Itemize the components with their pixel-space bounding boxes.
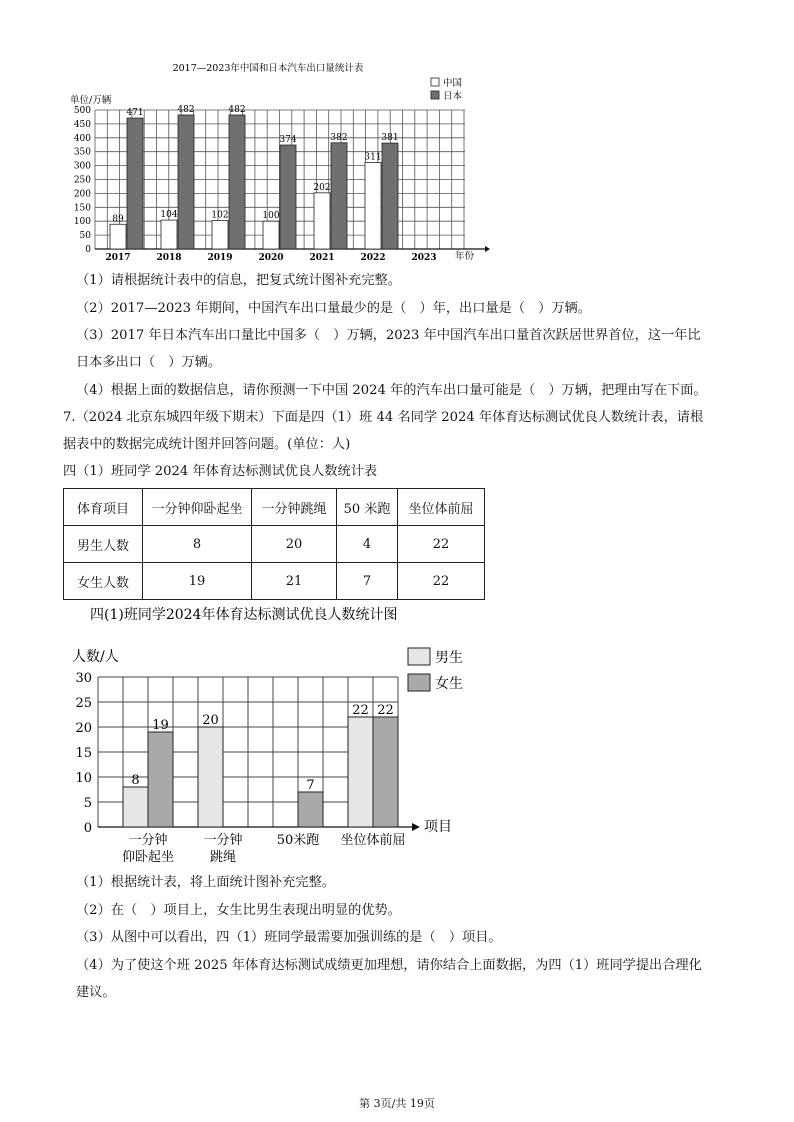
x-tick-label: 一分钟	[128, 833, 168, 848]
q6-line-3: （3）2017 年日本汽车出口量比中国多（ ）万辆，2023 年中国汽车出口量首次跃居世界首位，这一年比	[76, 328, 701, 343]
y-axis-title: 人数/人	[72, 649, 119, 665]
chart-legend	[431, 77, 463, 102]
table-cell: 19	[143, 563, 252, 600]
y-tick-label: 450	[73, 119, 91, 130]
table-row	[64, 526, 485, 563]
y-tick-label: 200	[73, 189, 91, 200]
bar-china	[314, 193, 330, 249]
table-cell: 22	[398, 563, 485, 600]
table-cell: 男生人数	[64, 526, 143, 563]
legend-swatch	[408, 674, 430, 691]
data-label: 482	[177, 105, 195, 116]
x-tick-label: 2022	[360, 253, 386, 263]
table-cell: 4	[337, 526, 398, 563]
x-axis-title: 年份	[455, 251, 475, 262]
y-tick-label: 350	[73, 147, 91, 158]
bar-japan	[331, 143, 347, 249]
data-label: 381	[381, 133, 399, 144]
data-label: 8	[131, 773, 140, 788]
x-tick-label: 一分钟	[203, 833, 243, 848]
fitness-results-chart	[0, 600, 794, 870]
y-tick-label: 400	[73, 133, 91, 144]
y-tick-label: 0	[83, 821, 92, 836]
data-label: 7	[306, 778, 315, 793]
data-label: 311	[364, 152, 382, 163]
data-label: 482	[228, 105, 246, 116]
x-tick-label: 2019	[207, 253, 233, 263]
y-tick-label: 150	[73, 203, 91, 214]
y-axis-title: 单位/万辆	[70, 95, 112, 106]
legend-label: 女生	[435, 676, 463, 692]
y-tick-label: 5	[83, 796, 92, 811]
y-tick-label: 10	[75, 771, 92, 786]
x-axis-title: 项目	[424, 819, 452, 835]
bar-boys	[348, 717, 373, 827]
x-tick-label: 坐位体前屈	[340, 833, 406, 848]
y-tick-label: 15	[75, 746, 92, 761]
chart-bars	[123, 703, 398, 827]
table-row	[64, 563, 485, 600]
legend-swatch	[431, 91, 439, 99]
bar-boys	[123, 787, 148, 827]
q7-line-3: （3）从图中可以看出，四（1）班同学最需要加强训练的是（ ）项目。	[76, 930, 502, 945]
fitness-data-table	[63, 488, 485, 600]
table-cell: 22	[398, 526, 485, 563]
data-label: 22	[377, 703, 394, 718]
bar-japan	[229, 115, 245, 249]
y-tick-label: 300	[73, 161, 91, 172]
table-header-cell: 50 米跑	[337, 489, 398, 526]
x-tick-label: 2017	[105, 253, 131, 263]
y-tick-label: 0	[85, 245, 91, 255]
legend-swatch	[408, 648, 430, 665]
table-header-cell: 坐位体前屈	[398, 489, 485, 526]
table-row	[64, 489, 485, 526]
q7-line-1: （1）根据统计表，将上面统计图补充完整。	[76, 875, 335, 890]
legend-label: 男生	[435, 650, 463, 666]
legend-label: 日本	[443, 91, 463, 102]
data-label: 19	[152, 718, 169, 733]
x-axis-arrow	[485, 246, 490, 252]
q6-line-4: 日本多出口（ ）万辆。	[76, 355, 222, 370]
y-tick-label: 20	[75, 721, 92, 736]
q7-line-4: （4）为了使这个班 2025 年体育达标测试成绩更加理想，请你结合上面数据，为四（1）班同学提出合理化	[76, 958, 702, 973]
y-tick-label: 500	[73, 106, 91, 116]
y-tick-label: 25	[75, 696, 92, 711]
y-tick-label: 30	[75, 671, 92, 686]
bar-china	[110, 224, 126, 249]
x-tick-label: 跳绳	[209, 850, 237, 865]
chart-title: 2017—2023年中国和日本汽车出口量统计表	[172, 63, 364, 74]
table-header-cell: 体育项目	[64, 489, 143, 526]
legend-swatch	[431, 78, 439, 86]
table-header-cell: 一分钟仰卧起坐	[143, 489, 252, 526]
table-cell: 8	[143, 526, 252, 563]
table-header-cell: 一分钟跳绳	[252, 489, 337, 526]
table-cell: 女生人数	[64, 563, 143, 600]
data-label: 22	[352, 703, 369, 718]
x-tick-label: 2023	[411, 253, 437, 263]
data-label: 102	[211, 210, 229, 221]
table-cell: 7	[337, 563, 398, 600]
data-label: 89	[112, 214, 124, 225]
bar-china	[161, 220, 177, 249]
bar-japan	[178, 115, 194, 249]
bar-japan	[280, 145, 296, 249]
chart-title: 四(1)班同学2024年体育达标测试优良人数统计图	[90, 607, 398, 623]
q7-table-title: 四（1）班同学 2024 年体育达标测试优良人数统计表	[63, 464, 378, 479]
q7-line-5: 建议。	[76, 985, 116, 1000]
china-japan-export-chart	[0, 0, 794, 270]
x-axis-arrow	[412, 823, 420, 831]
bar-girls	[298, 792, 323, 827]
bar-girls	[373, 717, 398, 827]
chart-bars	[110, 105, 399, 249]
q6-line-1: （1）请根据统计表中的信息，把复式统计图补充完整。	[76, 273, 401, 288]
q7-intro-1: 7.（2024 北京东城四年级下期末）下面是四（1）班 44 名同学 2024 年体育达标测试优良人数统计表，请根	[63, 410, 704, 425]
y-tick-label: 100	[73, 217, 91, 228]
data-label: 20	[202, 713, 219, 728]
data-label: 104	[160, 210, 178, 221]
x-tick-label: 仰卧起坐	[121, 850, 175, 865]
x-tick-label: 2018	[156, 253, 182, 263]
bar-girls	[148, 732, 173, 827]
data-label: 374	[279, 135, 297, 146]
bar-japan	[382, 143, 398, 249]
table-cell: 20	[252, 526, 337, 563]
bar-china	[212, 221, 228, 249]
q6-line-5: （4）根据上面的数据信息，请你预测一下中国 2024 年的汽车出口量可能是（ ）万辆，把理由写在下面。	[76, 383, 707, 398]
y-tick-label: 250	[73, 175, 91, 186]
bar-boys	[198, 727, 223, 827]
bar-china	[365, 163, 381, 249]
page-footer: 第 3页/共 19页	[359, 1097, 435, 1110]
x-tick-label: 2021	[309, 253, 335, 263]
legend-label: 中国	[443, 78, 463, 89]
data-label: 382	[330, 132, 348, 143]
q7-intro-2: 据表中的数据完成统计图并回答问题。(单位：人)	[63, 437, 351, 452]
x-tick-label: 2020	[258, 253, 284, 263]
x-tick-label: 50米跑	[276, 833, 320, 848]
data-label: 202	[313, 182, 331, 193]
chart-legend	[408, 648, 463, 692]
bar-china	[263, 221, 279, 249]
data-label: 100	[262, 211, 280, 222]
table-cell: 21	[252, 563, 337, 600]
bar-japan	[127, 118, 143, 249]
data-label: 471	[126, 108, 144, 119]
q6-line-2: （2）2017—2023 年期间，中国汽车出口量最少的是（ ）年，出口量是（ ）万辆。	[76, 301, 591, 316]
y-tick-label: 50	[79, 231, 91, 242]
q7-line-2: （2）在（ ）项目上，女生比男生表现出明显的优势。	[76, 903, 401, 918]
